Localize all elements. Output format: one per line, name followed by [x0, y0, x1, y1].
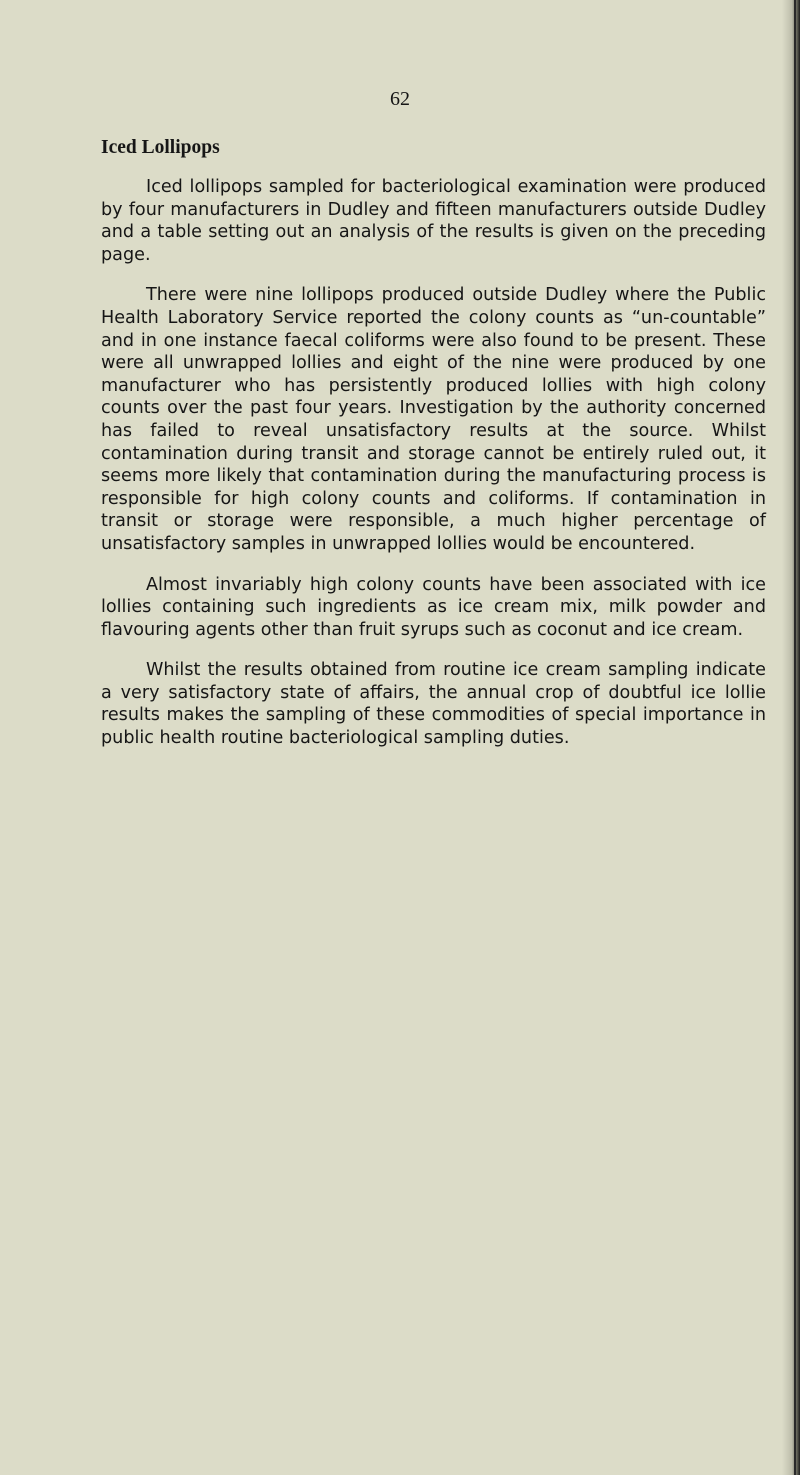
- page-edge-line: [794, 0, 796, 1475]
- page-number: 62: [390, 88, 410, 110]
- paragraph: Iced lollipops sampled for bacteriological examination were produced by four manufacturers in Dudley and fifteen manufacturers outside Dudley and a table setting out an analysis of the results is given on the preceding page.: [101, 177, 766, 265]
- paragraph: Almost invariably high colony counts have been associated with ice lollies containing such ingredients as ice cream mix, milk powder and flavouring agents other than fruit syrups such as coconut and ice cream.: [101, 574, 766, 640]
- page-edge-shadow: [782, 0, 800, 1475]
- paragraph: Whilst the results obtained from routine ice cream sampling indicate a very satisfactory state of affairs, the annual crop of doubtful ice lollie results makes the sampling of these commodities of special importance in public health routine bacteriological sampling duties.: [101, 660, 766, 749]
- body-text: [101, 176, 766, 768]
- section-heading: Iced Lollipops: [101, 137, 220, 158]
- paragraph: There were nine lollipops produced outside Dudley where the Public Health Laboratory Service reported the colony counts as “un-countable” and in one instance faecal coliforms were also found to be present. These were all unwrapped lollies and eight of the nine were produced by one manufacturer who has persistently produced lollies with high colony counts over the past four years. Investigation by the authority concerned has failed to reveal unsatisfactory results at the source. Whilst contamination during transit and storage cannot be entirely ruled out, it seems more likely that contamination during the manufacturing process is responsible for high colony counts and coliforms. If contamination in transit or storage were responsible, a much higher percentage of unsatisfactory samples in unwrapped lollies would be encountered.: [101, 285, 766, 554]
